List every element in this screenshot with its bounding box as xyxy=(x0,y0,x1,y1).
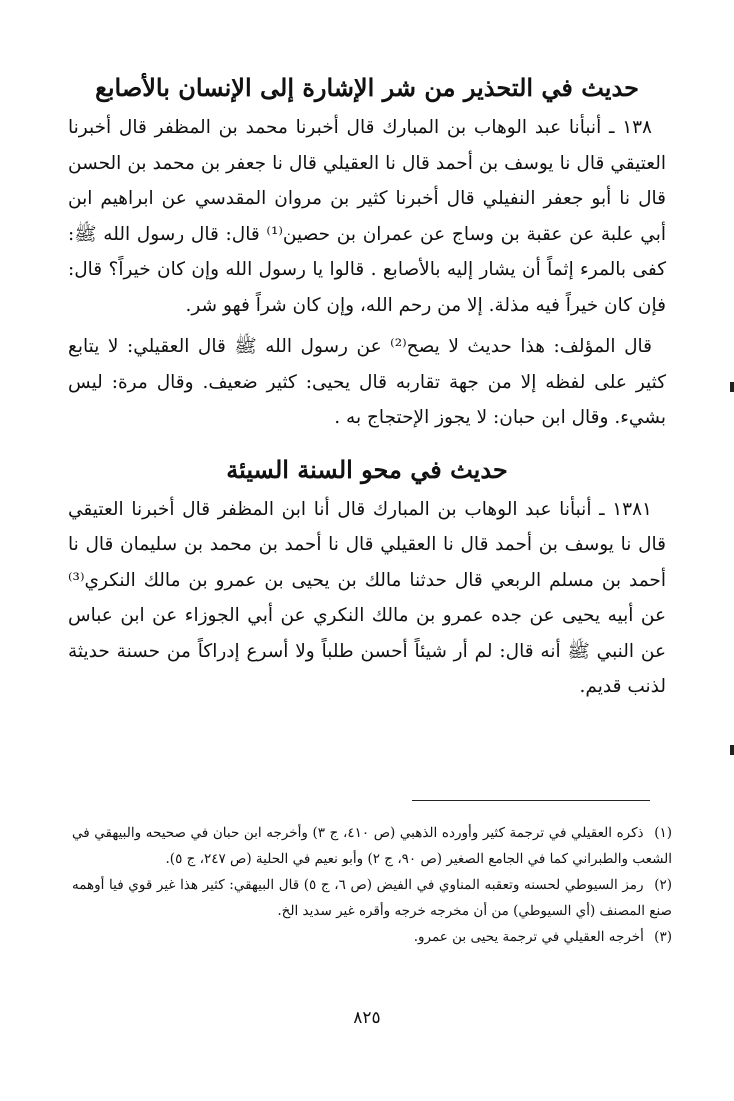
footnotes xyxy=(72,820,672,950)
section-title-erasing-bad-deed: حديث في محو السنة السيئة xyxy=(226,454,508,484)
scan-edge-mark xyxy=(730,745,734,755)
footnote-2 xyxy=(72,872,672,924)
hadith-paragraph-1388: ١٣٨ ـ أنبأنا عبد الوهاب بن المبارك قال أخبرنا محمد بن المظفر قال أخبرنا العتيقي قال نا يوسف بن أحمد قال نا العقيلي قال نا جعفر بن محمد بن الحسن قال نا أبو جعفر النفيلي قال أخبرنا كثير بن مروان المقدسي عن ابراهيم ابن أبي علبة عن عقبة بن وساج عن عمران بن حصين⁽¹⁾ قال: قال رسول الله ﷺ: كفى بالمرء إثماً أن يشار إليه بالأصابع . قالوا يا رسول الله وإن كان خيراً؟ قال: فإن كان خيراً فيه مذلة. إلا من رحم الله، وإن كان شراً فهو شر. xyxy=(68,117,666,316)
author-comment-paragraph: قال المؤلف: هذا حديث لا يصح⁽²⁾ عن رسول الله ﷺ قال العقيلي: لا يتابع كثير على لفظه إلا من جهة تقاربه قال يحيى: كثير ضعيف. وقال مرة: ليس بشيء. وقال ابن حبان: لا يجوز الإحتجاج به . xyxy=(68,336,666,428)
footnote-divider xyxy=(412,800,650,801)
scan-edge-mark xyxy=(730,382,734,392)
page-body xyxy=(68,70,666,705)
footnote-text: رمز السيوطي لحسنه وتعقبه المناوي في الفيض (ص ٦، ج ٥) قال البيهقي: كثير هذا غير قوي فيا أوهمه صنع المصنف (أي السيوطي) من أن مخرجه خرجه وأقره غير سديد الخ. xyxy=(72,877,672,919)
footnote-number: (٢) xyxy=(654,877,673,893)
footnote-3 xyxy=(72,924,672,950)
section-title-pointing: حديث في التحذير من شر الإشارة إلى الإنسان بالأصابع xyxy=(95,73,639,102)
footnote-text: أخرجه العقيلي في ترجمة يحيى بن عمرو. xyxy=(413,929,644,945)
footnote-text: ذكره العقيلي في ترجمة كثير وأورده الذهبي (ص ٤١٠، ج ٣) وأخرجه ابن حبان في صحيحه والبيهقي في الشعب والطبراني كما في الجامع الصغير (ص ٩٠، ج ٢) وأبو نعيم في الحلية (ص ٢٤٧، ج ٥). xyxy=(72,825,672,867)
page-number: ٨٢٥ xyxy=(353,1008,381,1028)
hadith-paragraph-1381: ١٣٨١ ـ أنبأنا عبد الوهاب بن المبارك قال أنا ابن المظفر قال أخبرنا العتيقي قال نا يوسف بن أحمد قال نا العقيلي قال نا أحمد بن محمد بن سليمان قال نا أحمد بن مسلم الربعي قال حدثنا مالك بن يحيى بن عمرو بن مالك النكري⁽³⁾ عن أبيه يحيى عن جده عمرو بن مالك النكري عن أبي الجوزاء عن ابن عباس عن النبي ﷺ أنه قال: لم أر شيئاً أحسن طلباً ولا أسرع إدراكاً من حسنة حديثة لذنب قديم. xyxy=(68,498,666,697)
footnote-number: (١) xyxy=(654,825,673,841)
footnote-1 xyxy=(72,820,672,872)
footnote-number: (٣) xyxy=(654,929,672,945)
